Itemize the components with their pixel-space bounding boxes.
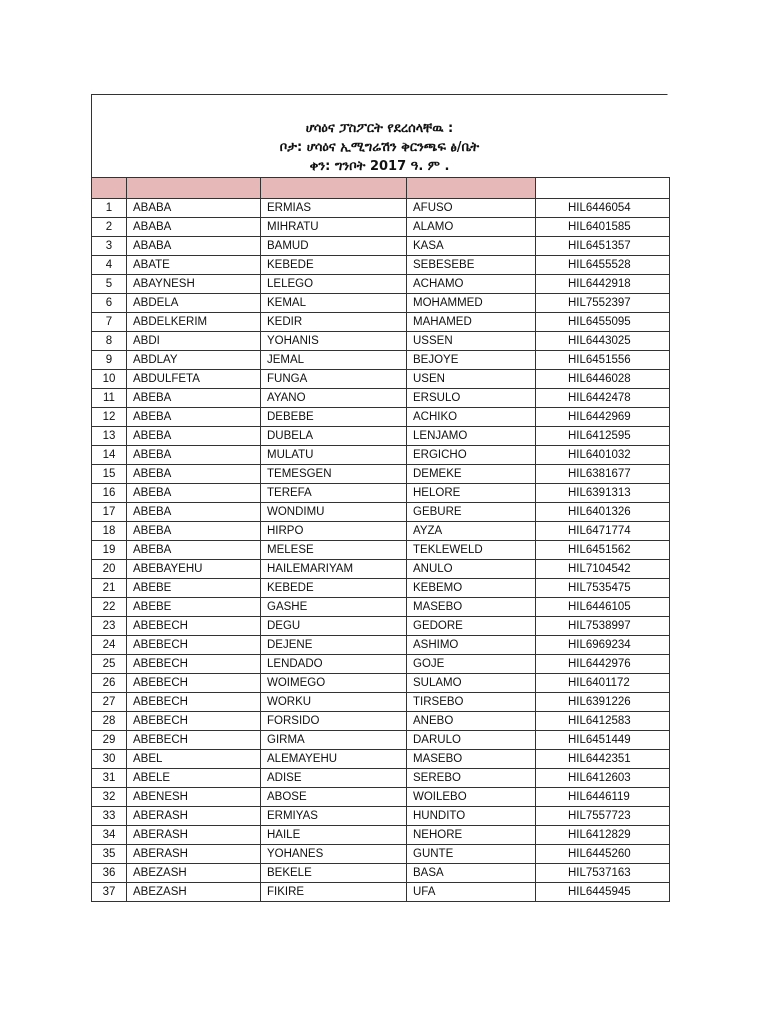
cell-first-name: ABEBA [127, 389, 261, 408]
cell-father-name: FIKIRE [261, 883, 407, 902]
column-header-passport-no [536, 178, 670, 199]
cell-first-name: ABEBA [127, 484, 261, 503]
cell-number: 26 [92, 674, 127, 693]
cell-passport-number: HIL6451449 [536, 731, 670, 750]
cell-father-name: DEBEBE [261, 408, 407, 427]
cell-number: 19 [92, 541, 127, 560]
cell-number: 13 [92, 427, 127, 446]
cell-grandfather-name: DEMEKE [407, 465, 536, 484]
table-row [92, 769, 670, 788]
cell-number: 30 [92, 750, 127, 769]
cell-grandfather-name: USEN [407, 370, 536, 389]
cell-passport-number: HIL6445260 [536, 845, 670, 864]
cell-number: 36 [92, 864, 127, 883]
cell-first-name: ABEBECH [127, 712, 261, 731]
table-row [92, 693, 670, 712]
table-row [92, 465, 670, 484]
cell-grandfather-name: WOILEBO [407, 788, 536, 807]
cell-number: 9 [92, 351, 127, 370]
cell-number: 2 [92, 218, 127, 237]
table-row [92, 807, 670, 826]
cell-father-name: YOHANES [261, 845, 407, 864]
cell-first-name: ABABA [127, 199, 261, 218]
cell-father-name: ADISE [261, 769, 407, 788]
cell-grandfather-name: ACHIKO [407, 408, 536, 427]
cell-first-name: ABELE [127, 769, 261, 788]
cell-grandfather-name: SEREBO [407, 769, 536, 788]
cell-number: 25 [92, 655, 127, 674]
cell-father-name: KEMAL [261, 294, 407, 313]
cell-grandfather-name: UFA [407, 883, 536, 902]
table-row [92, 503, 670, 522]
cell-first-name: ABEBECH [127, 655, 261, 674]
cell-father-name: BAMUD [261, 237, 407, 256]
cell-grandfather-name: GOJE [407, 655, 536, 674]
cell-passport-number: HIL6391313 [536, 484, 670, 503]
cell-first-name: ABEBA [127, 427, 261, 446]
cell-first-name: ABERASH [127, 845, 261, 864]
cell-first-name: ABATE [127, 256, 261, 275]
cell-father-name: MIHRATU [261, 218, 407, 237]
cell-passport-number: HIL6446054 [536, 199, 670, 218]
cell-passport-number: HIL7537163 [536, 864, 670, 883]
cell-number: 12 [92, 408, 127, 427]
cell-passport-number: HIL6471774 [536, 522, 670, 541]
cell-first-name: ABERASH [127, 826, 261, 845]
cell-grandfather-name: ANULO [407, 560, 536, 579]
table-row [92, 655, 670, 674]
table-row [92, 712, 670, 731]
table-row [92, 446, 670, 465]
cell-grandfather-name: ACHAMO [407, 275, 536, 294]
cell-number: 1 [92, 199, 127, 218]
cell-first-name: ABEBECH [127, 617, 261, 636]
cell-number: 3 [92, 237, 127, 256]
cell-grandfather-name: KASA [407, 237, 536, 256]
cell-first-name: ABDELA [127, 294, 261, 313]
cell-passport-number: HIL6443025 [536, 332, 670, 351]
table-row [92, 788, 670, 807]
cell-grandfather-name: BEJOYE [407, 351, 536, 370]
table-row [92, 427, 670, 446]
cell-first-name: ABABA [127, 218, 261, 237]
table-row [92, 617, 670, 636]
cell-father-name: WOIMEGO [261, 674, 407, 693]
table-row [92, 864, 670, 883]
cell-passport-number: HIL6442351 [536, 750, 670, 769]
cell-number: 24 [92, 636, 127, 655]
column-header-grandfather-name [407, 178, 536, 199]
cell-number: 34 [92, 826, 127, 845]
document-header [91, 94, 668, 177]
table-row [92, 294, 670, 313]
column-header-no [92, 178, 127, 199]
table-row [92, 845, 670, 864]
cell-grandfather-name: AYZA [407, 522, 536, 541]
cell-grandfather-name: MOHAMMED [407, 294, 536, 313]
cell-grandfather-name: ALAMO [407, 218, 536, 237]
cell-father-name: LENDADO [261, 655, 407, 674]
cell-number: 11 [92, 389, 127, 408]
table-row [92, 199, 670, 218]
cell-passport-number: HIL6401585 [536, 218, 670, 237]
cell-grandfather-name: ANEBO [407, 712, 536, 731]
cell-father-name: FUNGA [261, 370, 407, 389]
cell-passport-number: HIL6969234 [536, 636, 670, 655]
cell-grandfather-name: MAHAMED [407, 313, 536, 332]
table-row [92, 218, 670, 237]
passport-table [91, 177, 670, 902]
cell-passport-number: HIL6401326 [536, 503, 670, 522]
cell-number: 10 [92, 370, 127, 389]
cell-father-name: DEGU [261, 617, 407, 636]
cell-grandfather-name: TIRSEBO [407, 693, 536, 712]
cell-grandfather-name: HUNDITO [407, 807, 536, 826]
cell-first-name: ABEBAYEHU [127, 560, 261, 579]
cell-passport-number: HIL6451357 [536, 237, 670, 256]
table-row [92, 598, 670, 617]
cell-passport-number: HIL6442918 [536, 275, 670, 294]
cell-number: 27 [92, 693, 127, 712]
cell-first-name: ABEBA [127, 446, 261, 465]
cell-first-name: ABERASH [127, 807, 261, 826]
cell-father-name: MELESE [261, 541, 407, 560]
cell-first-name: ABEBA [127, 503, 261, 522]
cell-father-name: DUBELA [261, 427, 407, 446]
table-row [92, 389, 670, 408]
header-date: ቀን: ግንቦት 2017 ዓ. ም . [309, 159, 450, 174]
cell-father-name: ABOSE [261, 788, 407, 807]
cell-first-name: ABDLAY [127, 351, 261, 370]
cell-father-name: GIRMA [261, 731, 407, 750]
cell-grandfather-name: ASHIMO [407, 636, 536, 655]
cell-grandfather-name: MASEBO [407, 750, 536, 769]
cell-father-name: ERMIAS [261, 199, 407, 218]
cell-passport-number: HIL6401172 [536, 674, 670, 693]
table-row [92, 826, 670, 845]
table-row [92, 883, 670, 902]
cell-father-name: AYANO [261, 389, 407, 408]
table-row [92, 275, 670, 294]
cell-grandfather-name: GUNTE [407, 845, 536, 864]
cell-first-name: ABEBA [127, 522, 261, 541]
table-row [92, 484, 670, 503]
cell-number: 14 [92, 446, 127, 465]
cell-father-name: WONDIMU [261, 503, 407, 522]
cell-number: 15 [92, 465, 127, 484]
cell-number: 16 [92, 484, 127, 503]
cell-father-name: KEBEDE [261, 256, 407, 275]
cell-grandfather-name: ERSULO [407, 389, 536, 408]
cell-passport-number: HIL6446028 [536, 370, 670, 389]
header-place: ቦታ: ሆሳዕና ኢሚግሬሽን ቅርንጫፍ ፅ/ቤት [279, 140, 480, 155]
cell-first-name: ABEBECH [127, 731, 261, 750]
cell-passport-number: HIL6455095 [536, 313, 670, 332]
cell-grandfather-name: NEHORE [407, 826, 536, 845]
cell-passport-number: HIL6412829 [536, 826, 670, 845]
table-row [92, 313, 670, 332]
cell-number: 21 [92, 579, 127, 598]
cell-father-name: TEMESGEN [261, 465, 407, 484]
cell-number: 35 [92, 845, 127, 864]
cell-grandfather-name: SEBESEBE [407, 256, 536, 275]
cell-first-name: ABEZASH [127, 883, 261, 902]
cell-father-name: FORSIDO [261, 712, 407, 731]
column-header-father-name [261, 178, 407, 199]
cell-grandfather-name: HELORE [407, 484, 536, 503]
cell-first-name: ABEBECH [127, 674, 261, 693]
cell-grandfather-name: GEDORE [407, 617, 536, 636]
cell-passport-number: HIL6442976 [536, 655, 670, 674]
cell-passport-number: HIL6451556 [536, 351, 670, 370]
cell-first-name: ABEL [127, 750, 261, 769]
cell-grandfather-name: TEKLEWELD [407, 541, 536, 560]
cell-father-name: TEREFA [261, 484, 407, 503]
cell-first-name: ABEBA [127, 408, 261, 427]
table-row [92, 636, 670, 655]
cell-father-name: MULATU [261, 446, 407, 465]
cell-passport-number: HIL6446105 [536, 598, 670, 617]
cell-first-name: ABENESH [127, 788, 261, 807]
cell-first-name: ABEBE [127, 598, 261, 617]
cell-grandfather-name: SULAMO [407, 674, 536, 693]
cell-number: 28 [92, 712, 127, 731]
table-row [92, 674, 670, 693]
cell-number: 37 [92, 883, 127, 902]
cell-number: 6 [92, 294, 127, 313]
cell-number: 4 [92, 256, 127, 275]
column-header-first-name [127, 178, 261, 199]
cell-passport-number: HIL6442969 [536, 408, 670, 427]
cell-father-name: JEMAL [261, 351, 407, 370]
cell-passport-number: HIL7552397 [536, 294, 670, 313]
cell-passport-number: HIL6455528 [536, 256, 670, 275]
cell-first-name: ABAYNESH [127, 275, 261, 294]
cell-father-name: YOHANIS [261, 332, 407, 351]
table-body [92, 178, 670, 902]
cell-number: 5 [92, 275, 127, 294]
cell-first-name: ABEBE [127, 579, 261, 598]
cell-first-name: ABEBA [127, 465, 261, 484]
cell-number: 8 [92, 332, 127, 351]
cell-father-name: BEKELE [261, 864, 407, 883]
cell-first-name: ABDELKERIM [127, 313, 261, 332]
cell-grandfather-name: MASEBO [407, 598, 536, 617]
cell-grandfather-name: USSEN [407, 332, 536, 351]
cell-number: 17 [92, 503, 127, 522]
cell-passport-number: HIL6401032 [536, 446, 670, 465]
column-header-row [92, 178, 670, 199]
cell-father-name: ALEMAYEHU [261, 750, 407, 769]
cell-grandfather-name: KEBEMO [407, 579, 536, 598]
cell-number: 23 [92, 617, 127, 636]
cell-passport-number: HIL7538997 [536, 617, 670, 636]
cell-first-name: ABEBECH [127, 636, 261, 655]
table-row [92, 750, 670, 769]
cell-passport-number: HIL6412583 [536, 712, 670, 731]
table-row [92, 351, 670, 370]
cell-first-name: ABABA [127, 237, 261, 256]
cell-father-name: ERMIYAS [261, 807, 407, 826]
table-row [92, 731, 670, 750]
cell-grandfather-name: DARULO [407, 731, 536, 750]
cell-number: 7 [92, 313, 127, 332]
cell-number: 33 [92, 807, 127, 826]
cell-number: 18 [92, 522, 127, 541]
cell-grandfather-name: BASA [407, 864, 536, 883]
cell-passport-number: HIL6442478 [536, 389, 670, 408]
table-row [92, 332, 670, 351]
cell-grandfather-name: ERGICHO [407, 446, 536, 465]
cell-passport-number: HIL6445945 [536, 883, 670, 902]
table-row [92, 256, 670, 275]
cell-passport-number: HIL7535475 [536, 579, 670, 598]
cell-first-name: ABEBECH [127, 693, 261, 712]
cell-passport-number: HIL6451562 [536, 541, 670, 560]
table-row [92, 522, 670, 541]
cell-father-name: HAILE [261, 826, 407, 845]
cell-number: 32 [92, 788, 127, 807]
cell-father-name: HIRPO [261, 522, 407, 541]
cell-number: 20 [92, 560, 127, 579]
cell-first-name: ABEZASH [127, 864, 261, 883]
cell-number: 31 [92, 769, 127, 788]
cell-first-name: ABDULFETA [127, 370, 261, 389]
cell-passport-number: HIL7104542 [536, 560, 670, 579]
cell-number: 22 [92, 598, 127, 617]
cell-father-name: DEJENE [261, 636, 407, 655]
cell-father-name: KEDIR [261, 313, 407, 332]
cell-passport-number: HIL6412595 [536, 427, 670, 446]
cell-father-name: KEBEDE [261, 579, 407, 598]
header-title: ሆሳዕና ፓስፖርት የደረሰላቸዉ : [305, 121, 454, 136]
cell-passport-number: HIL6391226 [536, 693, 670, 712]
cell-first-name: ABDI [127, 332, 261, 351]
table-row [92, 237, 670, 256]
cell-passport-number: HIL6446119 [536, 788, 670, 807]
cell-grandfather-name: LENJAMO [407, 427, 536, 446]
cell-grandfather-name: AFUSO [407, 199, 536, 218]
cell-father-name: LELEGO [261, 275, 407, 294]
cell-grandfather-name: GEBURE [407, 503, 536, 522]
cell-father-name: GASHE [261, 598, 407, 617]
cell-father-name: WORKU [261, 693, 407, 712]
cell-passport-number: HIL7557723 [536, 807, 670, 826]
table-row [92, 579, 670, 598]
table-row [92, 370, 670, 389]
cell-passport-number: HIL6381677 [536, 465, 670, 484]
cell-number: 29 [92, 731, 127, 750]
table-row [92, 541, 670, 560]
cell-first-name: ABEBA [127, 541, 261, 560]
passport-list-sheet [91, 94, 669, 902]
cell-father-name: HAILEMARIYAM [261, 560, 407, 579]
cell-passport-number: HIL6412603 [536, 769, 670, 788]
table-row [92, 560, 670, 579]
table-row [92, 408, 670, 427]
